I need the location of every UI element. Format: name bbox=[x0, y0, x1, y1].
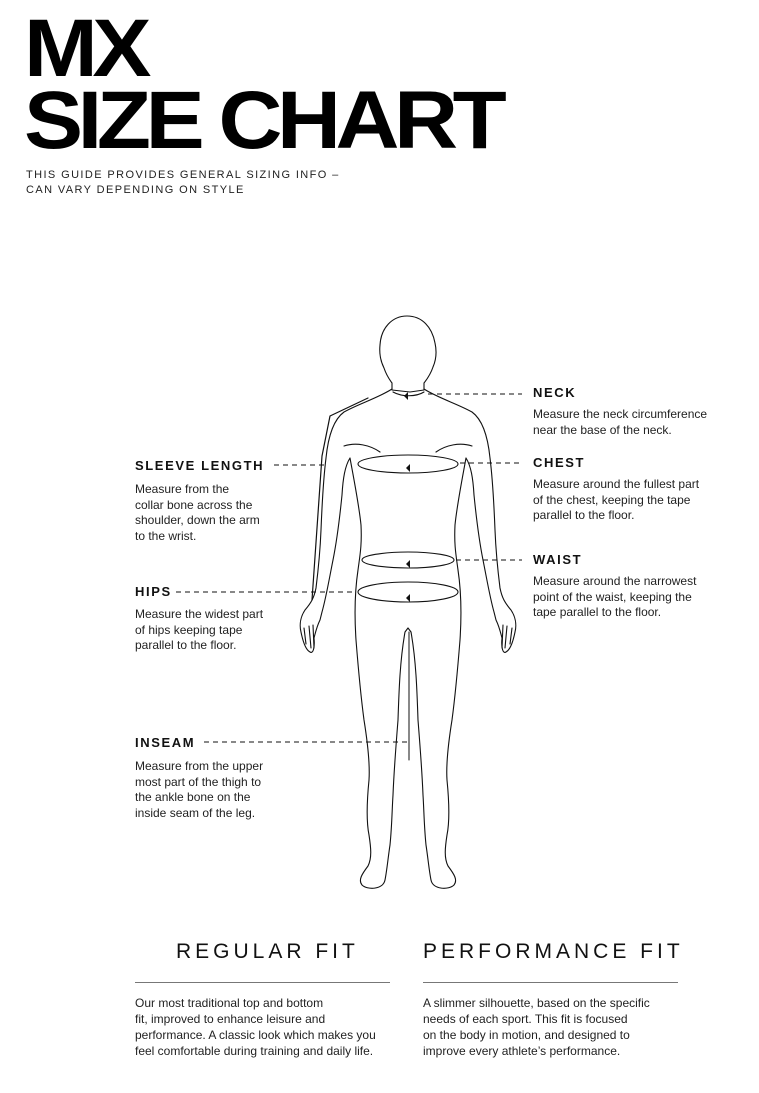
neck-description-line: near the base of the neck. bbox=[533, 422, 672, 437]
title-line-2: SIZE CHART bbox=[24, 75, 502, 166]
inseam-label: INSEAM bbox=[135, 735, 196, 750]
inseam-description-line: inside seam of the leg. bbox=[135, 805, 256, 820]
neck-description bbox=[533, 407, 707, 438]
hips-description bbox=[135, 607, 263, 654]
regular-fit-description bbox=[135, 995, 376, 1059]
performance-fit-line: A slimmer silhouette, based on the specific bbox=[423, 996, 650, 1010]
body-head-outline bbox=[380, 316, 436, 392]
performance-fit-divider bbox=[423, 982, 678, 983]
chest-description-line: Measure around the fullest part bbox=[533, 477, 700, 491]
regular-fit-line: performance. A classic look which makes you bbox=[135, 1028, 376, 1042]
subtitle-line-1: THIS GUIDE PROVIDES GENERAL SIZING INFO – bbox=[26, 169, 340, 181]
right-hand-fingers bbox=[502, 625, 512, 648]
waist-description-line: Measure around the narrowest bbox=[533, 574, 697, 588]
hips-arrow bbox=[406, 594, 410, 602]
sleeve-measure-line bbox=[312, 398, 368, 600]
chest-arrow bbox=[406, 464, 410, 472]
regular-fit-line: feel comfortable during training and daily life. bbox=[135, 1044, 374, 1058]
sleeve-description-line: to the wrist. bbox=[135, 528, 197, 543]
waist-arrow bbox=[406, 560, 410, 568]
hips-description-line: parallel to the floor. bbox=[135, 638, 237, 652]
subtitle-line-2: CAN VARY DEPENDING ON STYLE bbox=[26, 184, 245, 196]
left-hand-fingers bbox=[304, 625, 314, 648]
neck-description-line: Measure the neck circumference bbox=[533, 407, 708, 421]
performance-fit-line: on the body in motion, and designed to bbox=[423, 1028, 630, 1042]
chest-description-line: of the chest, keeping the tape bbox=[533, 492, 691, 507]
sleeve-description-line: collar bone across the bbox=[135, 497, 253, 512]
body-left-outline bbox=[300, 389, 411, 888]
waist-description bbox=[533, 574, 696, 621]
waist-description-line: tape parallel to the floor. bbox=[533, 605, 662, 619]
performance-fit-line: needs of each sport. This fit is focused bbox=[423, 1012, 628, 1026]
hips-label: HIPS bbox=[135, 584, 172, 599]
chest-description bbox=[533, 477, 699, 524]
inseam-description bbox=[135, 759, 263, 821]
regular-fit-line: Our most traditional top and bottom bbox=[135, 996, 324, 1010]
body-right-outline bbox=[411, 389, 516, 888]
sleeve-description-line: Measure from the bbox=[135, 482, 230, 496]
hips-description-line: of hips keeping tape bbox=[135, 622, 243, 637]
neck-arrow bbox=[404, 392, 408, 400]
chest-contour bbox=[344, 444, 472, 452]
performance-fit-title: PERFORMANCE FIT bbox=[423, 940, 684, 963]
regular-fit-line: fit, improved to enhance leisure and bbox=[135, 1012, 326, 1026]
waist-description-line: point of the waist, keeping the bbox=[533, 589, 692, 604]
chest-description-line: parallel to the floor. bbox=[533, 508, 635, 522]
hips-description-line: Measure the widest part bbox=[135, 607, 264, 621]
neck-label: NECK bbox=[533, 385, 577, 400]
sleeve-length-description bbox=[135, 482, 260, 544]
inseam-description-line: most part of the thigh to bbox=[135, 774, 262, 789]
sleeve-length-label: SLEEVE LENGTH bbox=[135, 458, 265, 473]
inseam-description-line: Measure from the upper bbox=[135, 759, 264, 773]
title-line-1: MX bbox=[24, 3, 147, 94]
chest-tape-ellipse bbox=[358, 455, 458, 473]
chest-label: CHEST bbox=[533, 455, 586, 470]
inseam-description-line: the ankle bone on the bbox=[135, 790, 251, 804]
neck-tape bbox=[393, 392, 424, 396]
performance-fit-description bbox=[423, 995, 650, 1059]
waist-label: WAIST bbox=[533, 552, 583, 567]
performance-fit-line: improve every athlete’s performance. bbox=[423, 1044, 621, 1058]
sleeve-description-line: shoulder, down the arm bbox=[135, 513, 260, 527]
regular-fit-title: REGULAR FIT bbox=[176, 940, 359, 963]
regular-fit-divider bbox=[135, 982, 390, 983]
